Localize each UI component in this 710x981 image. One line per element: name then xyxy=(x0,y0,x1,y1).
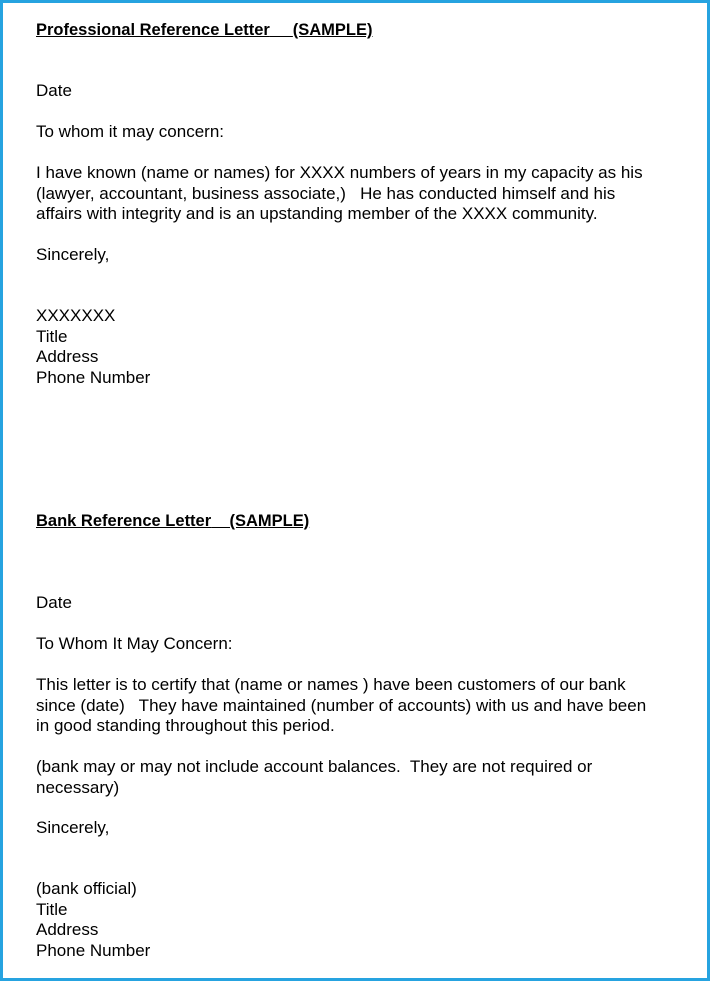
bank-body xyxy=(36,675,681,737)
bank-note xyxy=(36,757,681,798)
professional-closing: Sincerely, xyxy=(36,245,110,264)
professional-body xyxy=(36,163,681,225)
bank-signer: (bank official) xyxy=(36,879,137,898)
bank-signature-block xyxy=(36,879,681,961)
bank-body-line: since (date) They have maintained (number of accounts) with us and have been xyxy=(36,695,647,715)
bank-address: Address xyxy=(36,920,99,939)
bank-closing: Sincerely, xyxy=(36,818,110,837)
bank-date: Date xyxy=(36,593,72,612)
professional-signature-block xyxy=(36,306,681,388)
professional-phone: Phone Number xyxy=(36,367,151,387)
professional-date: Date xyxy=(36,81,72,100)
professional-salutation: To whom it may concern: xyxy=(36,122,225,141)
bank-heading-title: Bank Reference Letter xyxy=(36,512,212,530)
professional-title: Title xyxy=(36,326,68,346)
professional-body-line: I have known (name or names) for XXXX numbers of years in my capacity as his xyxy=(36,163,643,182)
bank-title: Title xyxy=(36,899,68,919)
bank-body-line: in good standing throughout this period. xyxy=(36,716,335,735)
professional-body-line: (lawyer, accountant, business associate,) He has conducted himself and his xyxy=(36,183,616,203)
bank-salutation: To Whom It May Concern: xyxy=(36,634,233,653)
professional-heading-title: Professional Reference Letter xyxy=(36,21,270,39)
bank-heading-tag: (SAMPLE) xyxy=(229,512,310,530)
bank-letter-heading xyxy=(36,511,309,532)
bank-note-line: (bank may or may not include account balances. They are not required or xyxy=(36,757,593,776)
professional-heading-tag: (SAMPLE) xyxy=(292,21,373,39)
professional-signer: XXXXXXX xyxy=(36,306,116,325)
professional-letter-heading xyxy=(36,20,373,41)
professional-address: Address xyxy=(36,347,99,366)
bank-body-line: This letter is to certify that (name or names ) have been customers of our bank xyxy=(36,675,626,694)
professional-body-line: affairs with integrity and is an upstanding member of the XXXX community. xyxy=(36,204,598,223)
bank-note-line: necessary) xyxy=(36,777,120,797)
bank-phone: Phone Number xyxy=(36,940,151,960)
